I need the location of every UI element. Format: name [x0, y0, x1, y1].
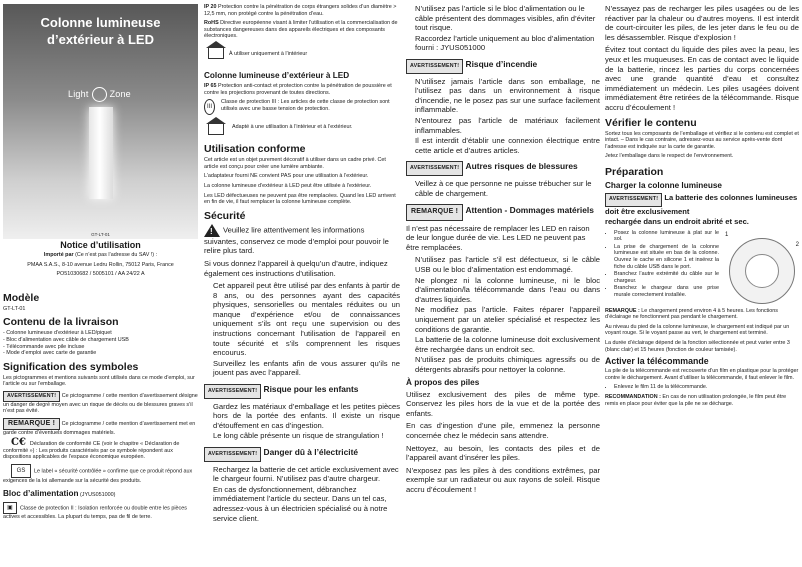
- warning-triangle-icon: [204, 224, 220, 237]
- psu-heading: [3, 489, 198, 500]
- brand-light: Light: [68, 88, 89, 99]
- figure-label-1: 1: [725, 231, 729, 238]
- battery-warning-text-a: La batterie des colonnes lumineuses doit être exclusivement: [605, 192, 798, 216]
- security-item: • Surveillez les enfants afin de vous assurer qu’ils ne jouent pas avec l’appareil.: [213, 359, 400, 378]
- class-3-icon: III: [204, 99, 215, 115]
- rohs-bold: RoHS: [204, 20, 219, 27]
- remote-step: • Enlevez le film 11 de la télécommande.: [614, 384, 799, 391]
- delivery-heading: Contenu de la livraison: [3, 316, 119, 329]
- importer-bold: Importé par: [43, 252, 74, 258]
- batteries-paragraph: Évitez tout contact du liquide des piles avec la peau, les yeux et les muqueuses. En cas de contact avec le liquide de la batterie, rincez les parties du corps concernées avec une grande quantité d’eau et consultez immédiatement un médecin. Les piles usagées doivent immédiatement être retirées de la télécommande. Risque accru d’écoulement !: [605, 45, 799, 112]
- security-item: • Cet appareil peut être utilisé par des enfants à partir de 8 ans, ou des personnes ayant des capacités physiques, sensorielles ou mentales réduites ou un manque d’expérience et/ou de connaissances uniquement s’ils ont reçu une supervision ou des instructions concernant l’utilisation de l’appareil en toute sécurité et s’ils comprennent les risques encourus.: [213, 281, 400, 358]
- batteries-paragraph: N’exposez pas les piles à des conditions extrêmes, par exemple sur un radiateur ou aux rayons de soleil. Risque accru d’écoulement !: [406, 465, 600, 494]
- remark-symbol-text: Ce pictogramme / cette mention d’avertissement met en garde contre d’éventuels dommages matériels.: [3, 420, 196, 437]
- batteries-heading: À propos des piles: [406, 377, 480, 387]
- damage-item: • N’utilisez pas de produits chimiques agressifs ou de détergents abrasifs pour nettoyer la colonne.: [415, 355, 600, 374]
- hero-title-line-1: Colonne lumineuse: [40, 15, 161, 30]
- charging-step: • Posez la colonne lumineuse à plat sur le sol.: [614, 230, 799, 243]
- warning-badge: AVERTISSEMENT!: [3, 391, 60, 402]
- column-3: [406, 4, 600, 564]
- fire-warning-heading: [406, 59, 600, 74]
- led-column-image: [89, 107, 113, 199]
- symbols-intro: Les pictogrammes et mentions suivants sont utilisés dans ce mode d’emploi, sur l’article ou sur l’emballage.: [3, 374, 195, 388]
- charging-indicator-text: Au niveau du pied de la colonne lumineuse, le chargement est indiqué par un voyant rouge. Si le voyant passe au vert, le chargement est terminé.: [605, 323, 790, 337]
- ip20-bold: IP 20: [204, 4, 217, 10]
- check-paragraph: Sortez tous les composants de l’emballage et vérifiez si le contenu est complet et intact. – Dans le cas contraire, adressez-vous au service après-vente dont l’adresse est indiquée sur la carte de garantie.: [605, 130, 799, 150]
- remote-steps: [605, 384, 799, 391]
- brand-zone: Zone: [109, 88, 131, 99]
- outdoor-house-icon: [208, 124, 224, 135]
- ip20-text: Protection contre la pénétration de corps étrangers solides d’un diamètre > 12,5 mm, non protégé contre la pénétration d’eau.: [204, 4, 397, 17]
- recommendation: [605, 394, 799, 407]
- children-warning-heading: [204, 384, 400, 399]
- injury-warning-heading: [406, 161, 600, 176]
- hero-gt-code: GT-LT-01: [91, 232, 110, 237]
- outdoor-row: [204, 118, 400, 135]
- electricity-warning-heading: [204, 447, 400, 462]
- delivery-item: - Colonne lumineuse d’extérieur à LED/piquet: [3, 330, 112, 337]
- warning-badge: AVERTISSEMENT!: [406, 161, 463, 176]
- ce-text: Déclaration de conformité CE (voir le chapitre « Déclaration de conformité ») : Les produits caractérisés par ce symbole répondent aux dispositions applicables de l’espace économique européen.: [3, 440, 180, 461]
- children-warning-title: Risque pour les enfants: [263, 384, 359, 395]
- rohs-row: [204, 20, 400, 40]
- recommendation-text: En cas de non utilisation prolongée, le film peut être remis en place pour éviter que la pile ne se décharge.: [605, 394, 787, 407]
- led-column-heading: Colonne lumineuse d’extérieur à LED: [204, 70, 350, 80]
- ce-mark-icon: C€: [11, 436, 26, 448]
- security-heading: Sécurité: [204, 209, 246, 222]
- injury-warning-title: Autres risques de blessures: [465, 161, 578, 172]
- class3-text: Classe de protection III : Les articles de cette classe de protection sont utilisés avec une basse tension de protection.: [220, 99, 390, 112]
- batteries-paragraph: Utilisez exclusivement des piles de même type. Conservez les piles hors de la vue et de la portée des enfants.: [406, 389, 600, 418]
- damage-remark-title: Attention - Dommages matériels: [465, 205, 594, 216]
- batteries-paragraph: N’essayez pas de recharger les piles usagées ou de les réactiver par la chaleur ou d’autres moyens. Il est interdit de court-circuiter les piles, de les jeter dans le feu ou de les désassembler. Risque d’explosion !: [605, 4, 799, 42]
- warning-badge: AVERTISSEMENT!: [605, 193, 662, 207]
- gs-symbol-row: [3, 464, 198, 485]
- lighting-duration-text: La durée d’éclairage dépend de la fonction sélectionnée et peut varier entre 3 (blanc clair) et 15 heures (fonction de couleur tamisée).: [605, 340, 790, 353]
- charging-step: • Branchez le chargeur dans une prise murale correctement installée.: [614, 285, 799, 298]
- use-paragraph: L’adaptateur fourni NE convient PAS pour une utilisation à l’extérieur.: [204, 173, 369, 180]
- psu-class2-text: Classe de protection II : Isolation renforcée ou double entre les pièces actives et accessibles. La plupart du temps, pas de fil de terre.: [3, 505, 187, 521]
- security-list: [204, 281, 400, 378]
- battery-warning-b: [605, 217, 799, 227]
- product-codes: PO51030682 / 5005101 / AA 24/22 A: [56, 271, 145, 278]
- recommendation-bold: RECOMMANDATION :: [605, 394, 661, 401]
- delivery-item: - Télécommande avec pile incluse: [3, 343, 85, 350]
- use-paragraph: Cet article est un objet purement décoratif à utiliser dans un cadre privé. Cet article est conçu pour créer une lumière ambiante.: [204, 157, 386, 170]
- product-hero: [3, 4, 198, 239]
- cable-list: [406, 4, 600, 53]
- battery-warning-text-b: rechargée dans un endroit abrité et sec.: [605, 217, 749, 227]
- psu-heading-text: Bloc d’alimentation: [3, 489, 79, 499]
- damage-item: • N’utilisez pas l’article s’il est défectueux, si le câble USB ou le bloc d’alimentation est endommagé.: [415, 255, 600, 274]
- battery-warning: [605, 193, 799, 216]
- outdoor-text: Adapté à une utilisation à l’intérieur et à l’extérieur.: [232, 124, 353, 131]
- indoor-row: [204, 48, 400, 59]
- charging-remark: [605, 308, 799, 321]
- use-heading: Utilisation conforme: [204, 143, 306, 156]
- damage-paragraph: Il n’est pas nécessaire de remplacer les LED en raison de leur longue durée de vie. Les LED ne peuvent pas être remplacées.: [406, 223, 590, 252]
- remark-symbol-row: [3, 418, 198, 437]
- charging-step: • La prise de chargement de la colonne lumineuse est située en bas de la colonne. Ouvrez le cache en silicone 1 et insérez la fiche du câble USB dans le port.: [614, 244, 799, 270]
- remark-badge: REMARQUE !: [3, 418, 60, 431]
- charging-port-figure: [723, 232, 799, 306]
- fire-item: • N’entourez pas l’article de matériaux facilement inflammables.: [415, 116, 600, 135]
- ip20-row: [204, 4, 400, 17]
- damage-item: • Ne modifiez pas l’article. Faites réparer l’appareil uniquement par un atelier spécialisé et respectez les conditions de garantie.: [415, 305, 600, 334]
- injury-item: • Veillez à ce que personne ne puisse trébucher sur le câble de chargement.: [415, 179, 600, 198]
- hero-title: [3, 14, 198, 48]
- cable-item: • Raccordez l’article uniquement au bloc d’alimentation fourni : JYUS051000: [415, 34, 600, 53]
- column-base-inner: [745, 254, 779, 288]
- electricity-item: • En cas de dysfonctionnement, débranchez immédiatement l’article du secteur. Dans un tel cas, adressez-vous à un électricien spécialisé ou à notre service client.: [213, 485, 400, 523]
- symbols-heading: Signification des symboles: [3, 360, 139, 373]
- rohs-text: Directive européenne visant à limiter l’utilisation et la commercialisation de substances dangereuses dans des appareils électriques et des composants électroniques.: [204, 20, 398, 40]
- electricity-warning-title: Danger dû à l’électricité: [263, 447, 359, 457]
- ip65-bold: IP 65: [204, 82, 217, 89]
- importer-line: [3, 252, 198, 259]
- warning-symbol-row: [3, 391, 198, 415]
- importer-rest: (Ce n’est pas l’adresse du SAV !) :: [73, 252, 158, 258]
- check-paragraph: Jetez l’emballage dans le respect de l’environnement.: [605, 153, 734, 160]
- class3-row: [204, 99, 400, 115]
- remark-badge: REMARQUE !: [406, 204, 463, 221]
- importer-address: PMAA S.A.S., 8-10 avenue Ledru Rollin, 75012 Paris, France: [27, 261, 174, 268]
- ip65-text: Protection anti-contact et protection contre la pénétration de poussière et contre les projections provenant de toutes directions.: [204, 82, 392, 96]
- fire-warning-title: Risque d’incendie: [465, 58, 538, 69]
- damage-remark-heading: [406, 204, 600, 221]
- security-paragraph: Si vous donnez l’appareil à quelqu’un d’autre, indiquez également ces instructions d’utilisation.: [204, 258, 388, 278]
- security-intro: [204, 224, 400, 256]
- warning-badge: AVERTISSEMENT!: [204, 447, 261, 462]
- electricity-list: [204, 465, 400, 524]
- children-list: [204, 402, 400, 441]
- ce-symbol-row: [3, 436, 198, 461]
- charging-remark-text: Le chargement prend environ 4 à 5 heures. Les fonctions d’éclairage ne fonctionnent pas pendant le chargement.: [605, 307, 778, 321]
- children-item: • Le long câble présente un risque de strangulation !: [213, 431, 400, 441]
- psu-code: (JYUS051000): [78, 492, 116, 499]
- gs-mark-icon: GS: [11, 464, 31, 478]
- damage-item: • Ne plongez ni la colonne lumineuse, ni le bloc d’alimentation/la télécommande dans l’eau ou dans d’autres liquides.: [415, 276, 600, 305]
- fire-item: • Il est interdit d’établir une connexion électrique entre cette article et d’autres articles.: [415, 136, 600, 155]
- class-2-icon: ▣: [3, 502, 17, 514]
- model-value: GT-LT-01: [3, 305, 26, 312]
- electricity-item: • Rechargez la batterie de cet article exclusivement avec le chargeur fourni. N’utilisez pas d’autre chargeur.: [213, 465, 400, 484]
- batteries-paragraph: En cas d’ingestion d’une pile, emmenez la personne concernée chez le médecin sans attendre.: [406, 421, 600, 440]
- warning-badge: AVERTISSEMENT!: [406, 59, 463, 74]
- delivery-list: [3, 330, 198, 356]
- check-content-heading: Vérifier le contenu: [605, 116, 697, 129]
- indoor-text: À utiliser uniquement à l’intérieur: [229, 50, 308, 57]
- fire-item: • N’utilisez jamais l’article dans son emballage, ne l’utilisez pas dans un environnement à risque d’incendie, ne le posez pas sur une surface facilement inflammable.: [415, 77, 600, 115]
- use-paragraph: Les LED défectueuses ne peuvent pas être remplacées. Quand les LED arrivent en fin de vie, il faut remplacer la colonne lumineuse complète.: [204, 192, 396, 206]
- warning-badge: AVERTISSEMENT!: [204, 384, 261, 399]
- light-zone-logo: [68, 87, 131, 102]
- cable-item: • N’utilisez pas l’article si le bloc d’alimentation ou le câble présentent des dommages visibles, afin d’éviter tout risque.: [415, 4, 600, 33]
- delivery-item: - Bloc d’alimentation avec câble de chargement USB: [3, 336, 129, 343]
- children-item: • Gardez les matériaux d’emballage et les petites pièces hors de la portée des enfants. Il existe un risque d’étouffement en cas d’ingestion.: [213, 402, 400, 431]
- brand-ring-icon: [92, 87, 107, 102]
- injury-list: [406, 179, 600, 198]
- batteries-paragraph: Nettoyez, au besoin, les contacts des piles et de l’appareil avant d’insérer les piles.: [406, 443, 600, 463]
- preparation-heading: Préparation: [605, 165, 664, 178]
- damage-list: [406, 255, 600, 374]
- indoor-house-icon: [208, 48, 224, 59]
- ip65-row: [204, 83, 400, 96]
- gs-text: Le label « sécurité contrôlée » confirme que ce produit répond aux exigences de la loi allemande sur la sécurité des produits.: [3, 468, 193, 484]
- charging-heading: Charger la colonne lumineuse: [605, 180, 722, 190]
- notice-title: Notice d’utilisation: [60, 240, 141, 250]
- warning-symbol-text: Ce pictogramme / cette mention d’avertissement désigne un danger de degré moyen avec un risque de décès ou de blessures graves s’il n’est pas évité.: [3, 392, 198, 415]
- remote-heading: Activer la télécommande: [605, 356, 709, 367]
- fire-list: [406, 77, 600, 156]
- charging-remark-bold: REMARQUE :: [605, 307, 640, 314]
- figure-label-2: 2: [795, 241, 799, 248]
- security-intro-text: Veuillez lire attentivement les informations suivantes, conservez ce mode d’emploi pour pouvoir le relire plus tard.: [204, 225, 389, 256]
- model-heading: Modèle: [3, 291, 40, 304]
- hero-title-line-2: d’extérieur à LED: [47, 32, 154, 47]
- column-4: [605, 4, 799, 564]
- remote-paragraph: La pile de la télécommande est recouverte d’un film en plastique pour la protéger contre le déchargement. Avant d’utiliser la télécommande, il faut enlever le film.: [605, 368, 799, 381]
- delivery-item: - Mode d’emploi avec carte de garantie: [3, 350, 97, 357]
- use-paragraph: La colonne lumineuse d’extérieur à LED peut être utilisée à l’extérieur.: [204, 182, 372, 189]
- column-2: [204, 4, 400, 564]
- psu-class2-row: [3, 502, 198, 521]
- column-1: [3, 4, 198, 564]
- damage-item: • La batterie de la colonne lumineuse doit exclusivement être rechargée dans un endroit sec.: [415, 335, 600, 354]
- charging-step: • Branchez l’autre extrémité du câble sur le chargeur.: [614, 271, 799, 284]
